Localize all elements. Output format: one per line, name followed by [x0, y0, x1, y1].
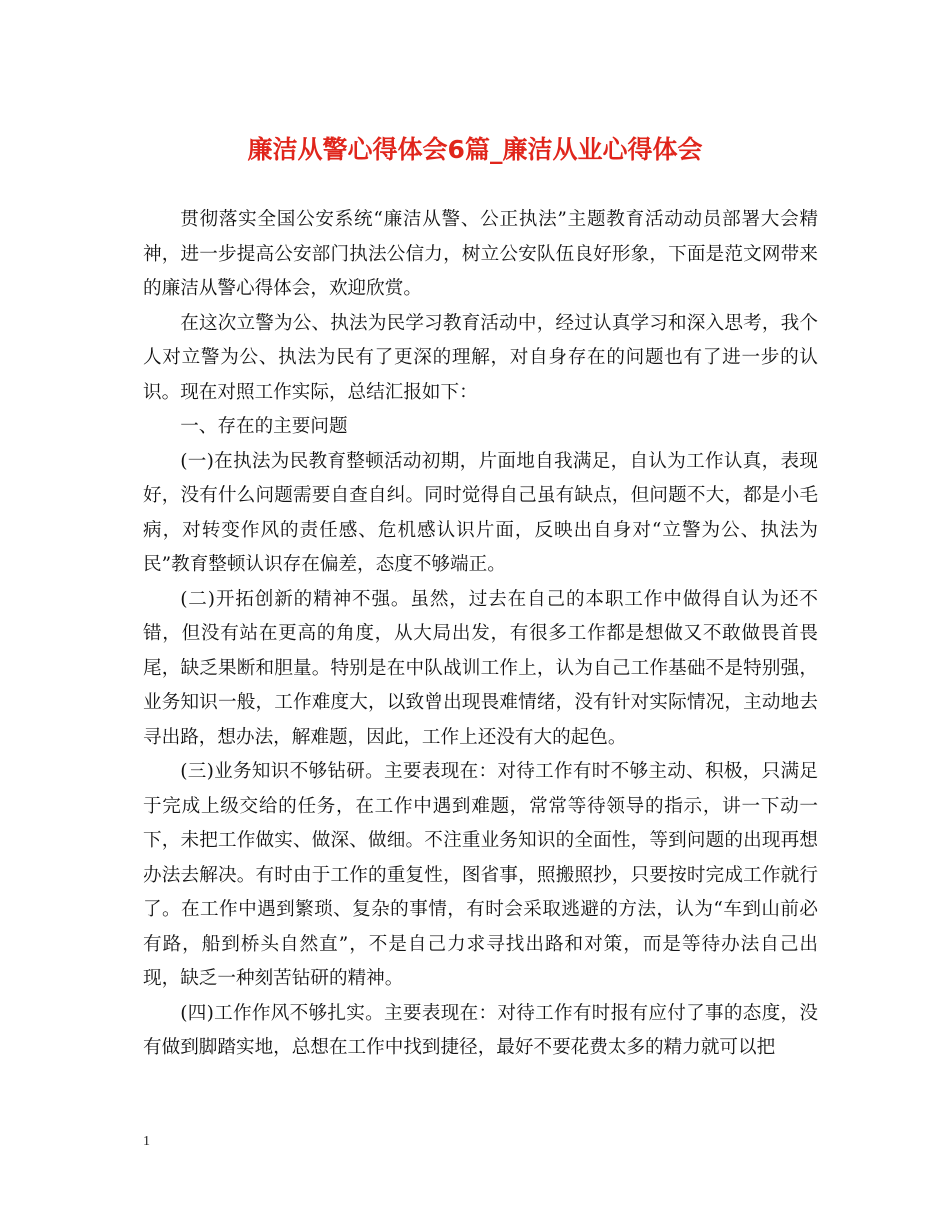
paragraph-intro: 贯彻落实全国公安系统“廉洁从警、公正执法”主题教育活动动员部署大会精神，进一步提高公安部门执法公信力，树立公安队伍良好形象，下面是范文网带来的廉洁从警心得体会，欢迎欣赏。 [143, 209, 818, 299]
section-heading: 一、存在的主要问题 [180, 416, 348, 437]
paragraph-issue-2: (二)开拓创新的精神不强。虽然，过去在自己的本职工作中做得自认为还不错，但没有站在更高的角度，从大局出发，有很多工作都是想做又不敢做畏首畏尾，缺乏果断和胆量。特别是在中队战训工作上，认为自己工作基础不是特别强，业务知识一般，工作难度大，以致曾出现畏难情绪，没有针对实际情况，主动地去寻出路，想办法，解难题，因此，工作上还没有大的起色。 [143, 588, 818, 748]
paragraph-issue-4: (四)工作作风不够扎实。主要表现在：对待工作有时报有应付了事的态度，没有做到脚踏实地，总想在工作中找到捷径，最好不要花费太多的精力就可以把 [143, 1002, 818, 1058]
document-title: 廉洁从警心得体会6篇_廉洁从业心得体会 [247, 135, 703, 164]
paragraph-issue-1: (一)在执法为民教育整顿活动初期，片面地自我满足，自认为工作认真，表现好，没有什么问题需要自查自纠。同时觉得自己虽有缺点，但问题不大，都是小毛病，对转变作风的责任感、危机感认识片面，反映出自身对“立警为公、执法为民”教育整顿认识存在偏差，态度不够端正。 [143, 450, 818, 575]
page-number: 1 [143, 1134, 150, 1149]
paragraph-issue-3: (三)业务知识不够钻研。主要表现在：对待工作有时不够主动、积极，只满足于完成上级交给的任务，在工作中遇到难题，常常等待领导的指示，讲一下动一下，未把工作做实、做深、做细。不注重业务知识的全面性，等到问题的出现再想办法去解决。有时由于工作的重复性，图省事，照搬照抄，只要按时完成工作就行了。在工作中遇到繁琐、复杂的事情，有时会采取逃避的方法，认为“车到山前必有路，船到桥头自然直”，不是自己力求寻找出路和对策，而是等待办法自己出现，缺乏一种刻苦钻研的精神。 [143, 761, 818, 989]
paragraph-summary: 在这次立警为公、执法为民学习教育活动中，经过认真学习和深入思考，我个人对立警为公、执法为民有了更深的理解，对自身存在的问题也有了进一步的认识。现在对照工作实际，总结汇报如下： [143, 312, 818, 403]
document-body [143, 203, 818, 1066]
